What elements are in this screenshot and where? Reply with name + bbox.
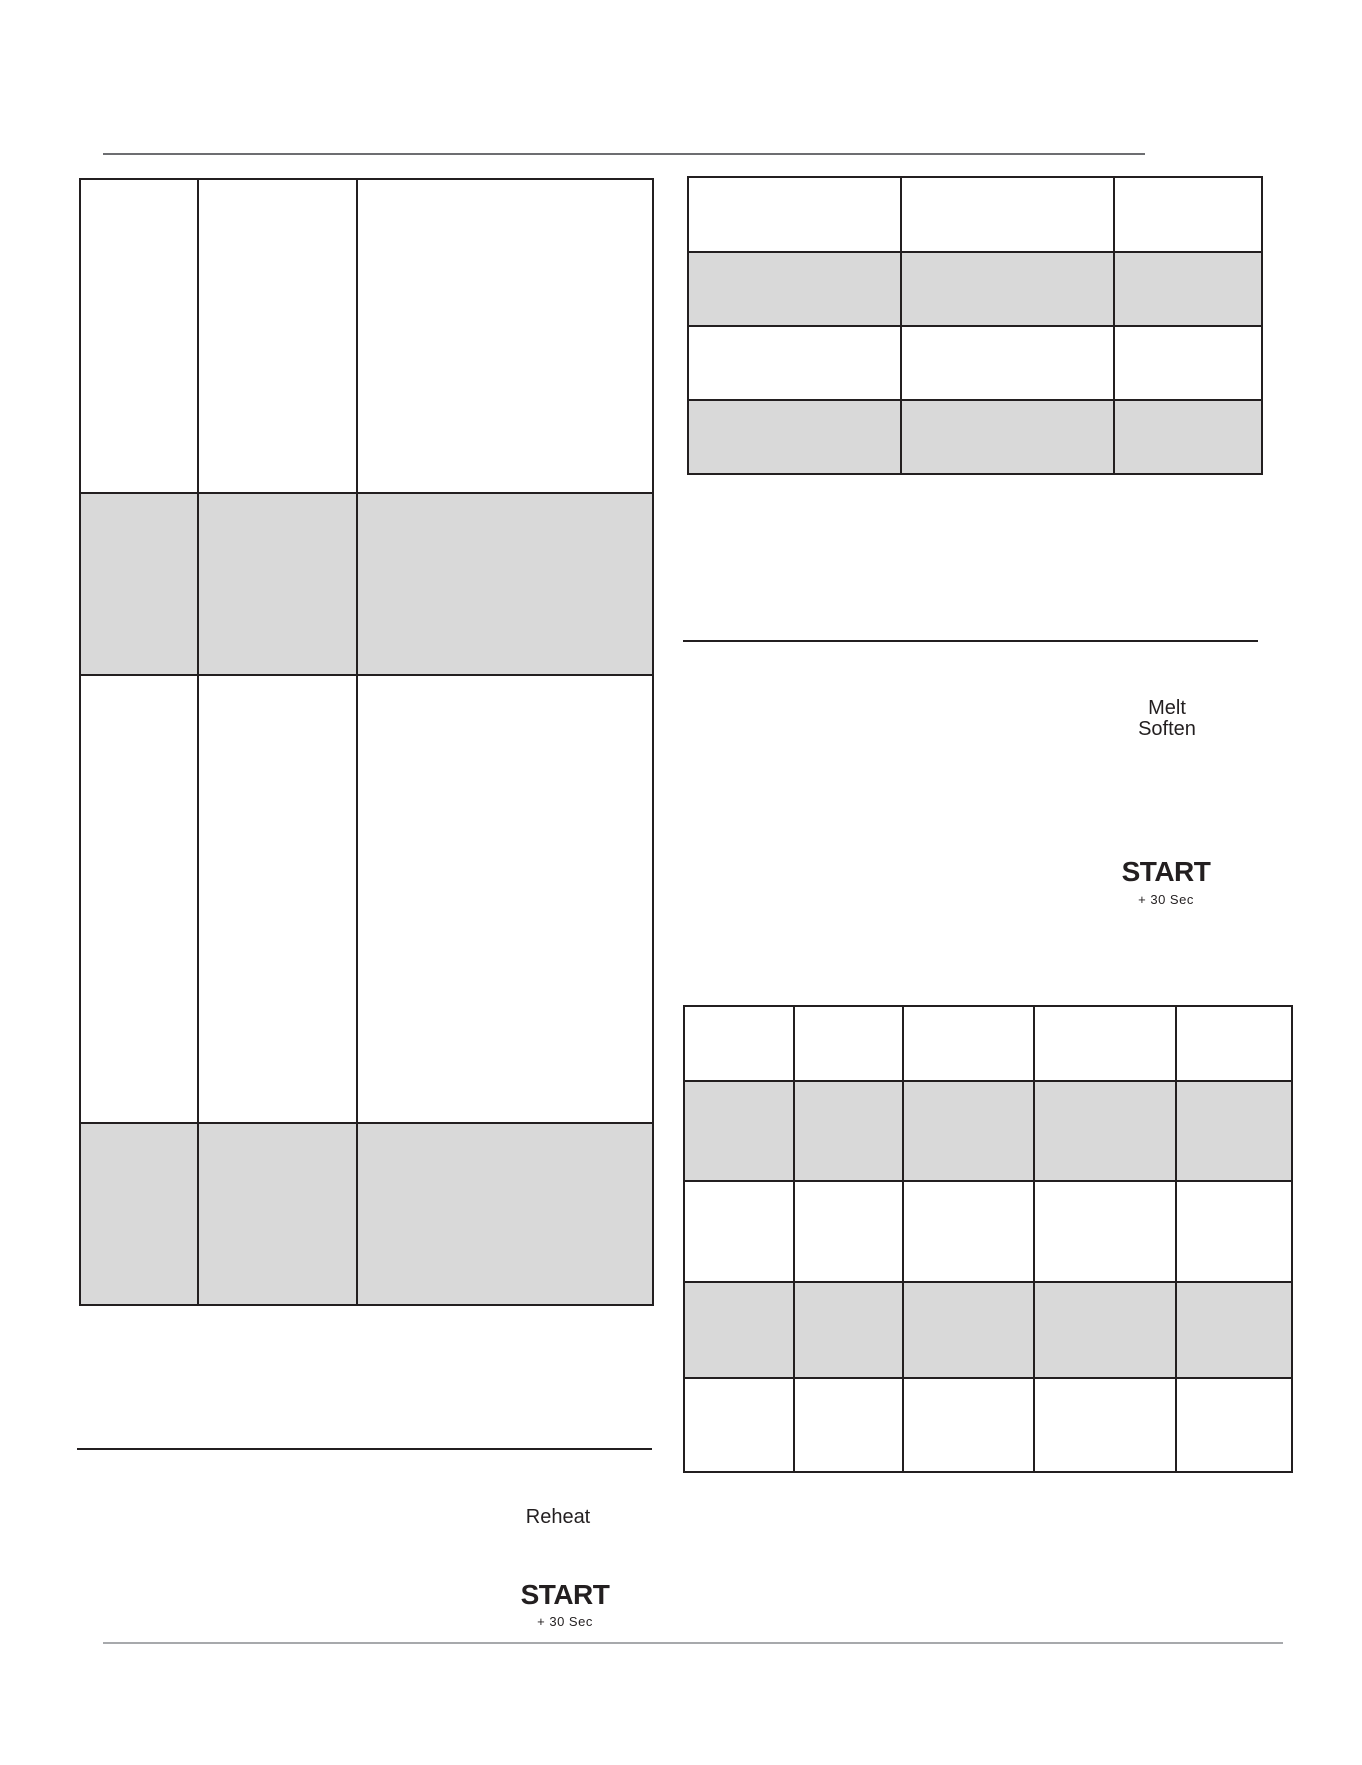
table-row	[684, 1181, 1292, 1282]
table-row	[684, 1081, 1292, 1181]
table-cell	[198, 179, 357, 493]
table-cell	[1034, 1181, 1176, 1282]
table-cell	[80, 675, 198, 1123]
table-cell	[198, 675, 357, 1123]
left-table	[79, 178, 654, 1306]
table-cell	[684, 1006, 794, 1081]
start-button-label[interactable]: START	[1121, 856, 1211, 887]
table-row	[684, 1282, 1292, 1378]
table-cell	[357, 1123, 653, 1305]
table-cell	[80, 179, 198, 493]
table-cell	[1176, 1081, 1292, 1181]
table-cell	[684, 1181, 794, 1282]
table-row	[688, 326, 1262, 400]
footer-rule	[103, 1642, 1283, 1644]
table-row	[80, 179, 653, 493]
table-row	[688, 252, 1262, 326]
header-rule	[103, 153, 1145, 155]
table-cell	[684, 1282, 794, 1378]
table-row	[80, 1123, 653, 1305]
section-rule-reheat	[77, 1448, 652, 1450]
table-cell	[198, 493, 357, 675]
table-row	[684, 1378, 1292, 1472]
reheat-button-label[interactable]: Reheat	[525, 1506, 591, 1528]
bottom-right-table	[683, 1005, 1293, 1473]
table-cell	[80, 493, 198, 675]
table-cell	[794, 1378, 903, 1472]
table-cell	[1176, 1378, 1292, 1472]
table-row	[80, 675, 653, 1123]
table-cell	[903, 1181, 1034, 1282]
table-row	[688, 177, 1262, 252]
table-cell	[903, 1081, 1034, 1181]
table-cell	[903, 1282, 1034, 1378]
table-cell	[1034, 1378, 1176, 1472]
start-button-label[interactable]: START	[520, 1579, 610, 1610]
table-row	[684, 1006, 1292, 1081]
table-cell	[903, 1006, 1034, 1081]
table-cell	[901, 400, 1114, 474]
table-cell	[794, 1006, 903, 1081]
table-cell	[1114, 400, 1262, 474]
table-cell	[1034, 1282, 1176, 1378]
table-cell	[903, 1378, 1034, 1472]
table-cell	[1176, 1006, 1292, 1081]
table-cell	[794, 1081, 903, 1181]
table-cell	[901, 177, 1114, 252]
table-cell	[688, 177, 901, 252]
table-cell	[794, 1181, 903, 1282]
table-cell	[688, 326, 901, 400]
table-cell	[1114, 252, 1262, 326]
start-add-30-sec-label: + 30 Sec	[537, 1614, 593, 1629]
table-cell	[901, 252, 1114, 326]
table-cell	[688, 252, 901, 326]
section-rule-melt-soften	[683, 640, 1258, 642]
table-cell	[1034, 1081, 1176, 1181]
table-row	[80, 493, 653, 675]
table-cell	[684, 1378, 794, 1472]
top-right-table	[687, 176, 1263, 475]
table-cell	[794, 1282, 903, 1378]
table-cell	[1114, 177, 1262, 252]
start-add-30-sec-label: + 30 Sec	[1138, 892, 1194, 907]
table-cell	[198, 1123, 357, 1305]
table-cell	[1114, 326, 1262, 400]
table-cell	[688, 400, 901, 474]
table-cell	[1034, 1006, 1176, 1081]
table-cell	[901, 326, 1114, 400]
table-cell	[357, 493, 653, 675]
table-cell	[80, 1123, 198, 1305]
table-row	[688, 400, 1262, 474]
soften-button-label[interactable]: Soften	[1138, 718, 1196, 740]
table-cell	[1176, 1282, 1292, 1378]
table-cell	[684, 1081, 794, 1181]
table-cell	[357, 675, 653, 1123]
melt-button-label[interactable]: Melt	[1148, 697, 1186, 719]
table-cell	[357, 179, 653, 493]
table-cell	[1176, 1181, 1292, 1282]
